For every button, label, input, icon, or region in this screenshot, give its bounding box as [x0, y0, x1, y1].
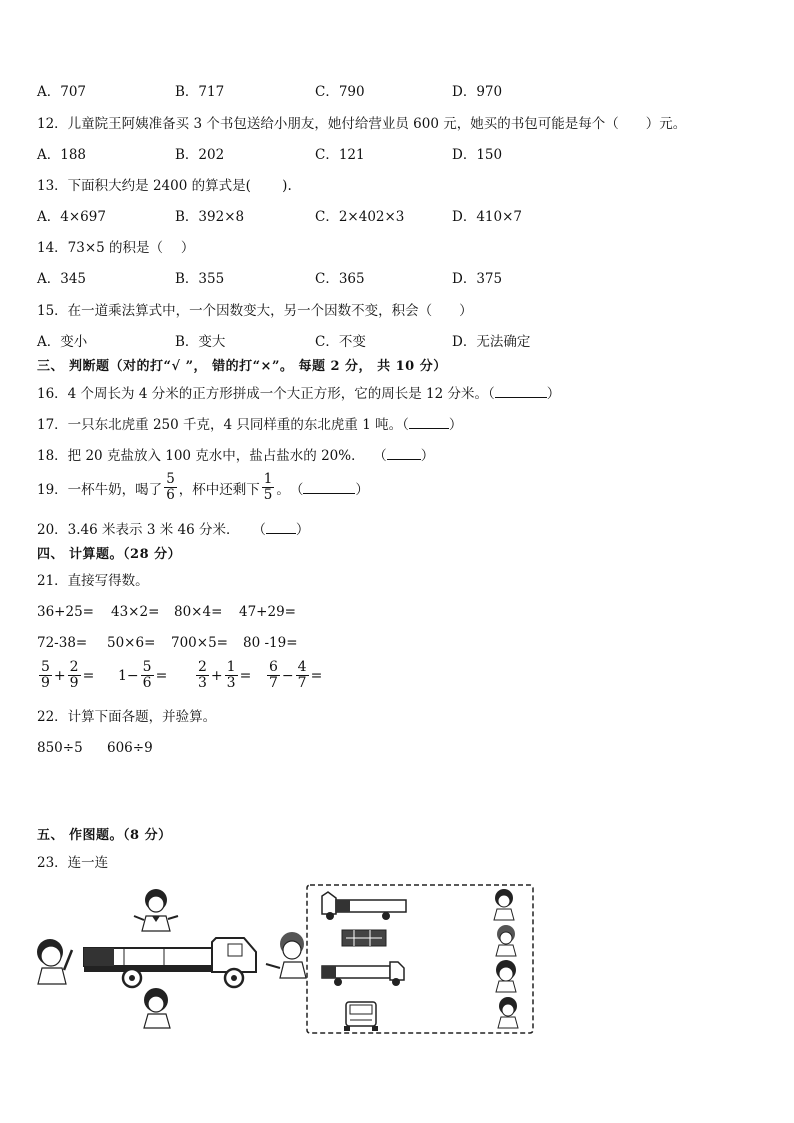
fraction: [225, 660, 238, 691]
question-13: 13．下面积大约是 2400 的算式是( ).: [37, 178, 292, 194]
equals: =: [310, 667, 323, 684]
numerator: 5: [166, 471, 175, 487]
q19-text-a: 19．一杯牛奶，喝了: [37, 481, 163, 498]
q14-option-a: A．345: [37, 271, 87, 287]
section-3-heading: 三、 判断题（对的打“√ ”， 错的打“×”。 每题 2 分， 共 10 分）: [37, 359, 447, 374]
paren: ）: [295, 522, 310, 538]
calc-item: 72-38=: [37, 635, 88, 651]
calc-item: 47+29=: [239, 604, 296, 620]
operator: +: [210, 667, 223, 684]
calc-item: 700×5=: [171, 635, 228, 651]
q14-option-c: C．365: [315, 271, 365, 287]
question-19: [37, 472, 369, 503]
fraction: [39, 660, 52, 691]
fraction: [196, 660, 209, 691]
denominator: 9: [41, 675, 50, 691]
question-16: [37, 385, 560, 403]
truck-view-front[interactable]: [344, 1002, 378, 1031]
paren: （: [488, 386, 495, 402]
numerator: 4: [297, 659, 307, 675]
truck-observation-illustration: [34, 886, 314, 1031]
answer-blank[interactable]: [495, 385, 547, 398]
calc-item: 36+25=: [37, 604, 94, 620]
answer-blank[interactable]: [303, 481, 355, 494]
q12-option-b: B．202: [175, 147, 225, 163]
question-20: [37, 521, 309, 539]
q15-option-b: B．变大: [175, 334, 226, 350]
q19-text-b: ，杯中还剩下: [178, 481, 260, 498]
paren: （: [289, 481, 304, 498]
answer-blank[interactable]: [409, 416, 449, 429]
denominator: 7: [297, 675, 307, 691]
q18-text: 18．把 20 克盐放入 100 克水中，盐占盐水的 20%．: [37, 448, 365, 464]
denominator: 9: [69, 675, 79, 691]
equals: =: [82, 667, 95, 684]
girl-top-figure: [134, 889, 178, 931]
q17-text: 17．一只东北虎重 250 千克，4 只同样重的东北虎重 1 吨。: [37, 417, 403, 433]
fraction: [68, 660, 81, 691]
denominator: 3: [198, 675, 207, 691]
fraction: [141, 660, 154, 691]
fraction: [267, 660, 280, 691]
q14-option-b: B．355: [175, 271, 225, 287]
q11-option-c: C．790: [315, 84, 365, 100]
q13-option-c: C．2×402×3: [315, 209, 405, 225]
q15-option-c: C．不变: [315, 334, 366, 350]
operator: +: [53, 667, 66, 684]
numerator: 6: [269, 659, 278, 675]
q15-option-d: D．无法确定: [452, 334, 531, 350]
matching-panel: [306, 884, 534, 1034]
numerator: 2: [69, 659, 79, 675]
question-17: [37, 416, 462, 434]
q13-option-a: A．4×697: [37, 209, 106, 225]
section-4-heading: 四、 计算题。（28 分）: [37, 547, 182, 562]
question-15: 15．在一道乘法算式中，一个因数变大，另一个因数不变，积会（ ）: [37, 303, 473, 319]
q12-option-d: D．150: [452, 147, 503, 163]
q13-option-d: D．410×7: [452, 209, 522, 225]
paren: （: [373, 448, 387, 464]
fraction: [262, 472, 275, 503]
calc-item: 850÷5: [37, 740, 83, 756]
question-14: 14．73×5 的积是（ ）: [37, 240, 195, 256]
numerator: 1: [226, 659, 236, 675]
paren: ）: [420, 448, 435, 464]
denominator: 7: [269, 675, 278, 691]
numerator: 5: [41, 659, 50, 675]
calc-item: 606÷9: [107, 740, 153, 756]
paren: ）: [546, 386, 561, 402]
fraction-expression: [37, 660, 94, 691]
question-18: [37, 447, 434, 465]
calc-item: 80 -19=: [243, 635, 298, 651]
equals: =: [239, 667, 252, 684]
fraction-expression: [265, 660, 322, 691]
q12-option-a: A．188: [37, 147, 87, 163]
calc-item: 43×2=: [111, 604, 160, 620]
truck-side-view: [84, 938, 256, 987]
q20-text: 20．3.46 米表示 3 米 46 分米．: [37, 522, 240, 538]
operator: −: [281, 667, 294, 684]
paren: ）: [355, 481, 369, 498]
q11-option-b: B．717: [175, 84, 225, 100]
denominator: 5: [263, 487, 273, 503]
paren: （: [402, 417, 409, 433]
q16-text: 16．4 个周长为 4 分米的正方形拼成一个大正方形，它的周长是 12 分米。: [37, 386, 488, 402]
question-22: 22．计算下面各题，并验算。: [37, 709, 217, 725]
q19-text-c: 。: [276, 481, 290, 498]
section-5-heading: 五、 作图题。（8 分）: [37, 828, 172, 843]
answer-blank[interactable]: [387, 447, 421, 460]
fraction: [296, 660, 309, 691]
girl-bottom-figure: [144, 988, 170, 1028]
denominator: 3: [226, 675, 236, 691]
numerator: 1: [263, 471, 273, 487]
question-23: 23．连一连: [37, 855, 109, 871]
child-boy-icon[interactable]: [496, 960, 516, 992]
fraction-expression: [194, 660, 251, 691]
equals: =: [155, 667, 168, 684]
paren: （: [252, 522, 266, 538]
q11-option-a: A．707: [37, 84, 87, 100]
question-12: 12．儿童院王阿姨准备买 3 个书包送给小朋友，她付给营业员 600 元，她买的书包可能是每个（ ）元。: [37, 116, 687, 132]
lead-term: 1−: [118, 667, 139, 684]
boy-right-figure: [266, 932, 306, 978]
truck-view-top[interactable]: [342, 930, 386, 946]
denominator: 6: [166, 487, 175, 503]
question-21: 21．直接写得数。: [37, 573, 149, 589]
denominator: 6: [142, 675, 152, 691]
q13-option-b: B．392×8: [175, 209, 245, 225]
q15-option-a: A．变小: [37, 334, 88, 350]
numerator: 5: [142, 659, 152, 675]
boy-left-figure: [37, 939, 72, 984]
fraction-expression: [118, 660, 167, 691]
numerator: 2: [198, 659, 207, 675]
fraction: [164, 472, 177, 503]
calc-item: 80×4=: [174, 604, 223, 620]
q14-option-d: D．375: [452, 271, 503, 287]
q12-option-c: C．121: [315, 147, 365, 163]
calc-item: 50×6=: [107, 635, 156, 651]
paren: ）: [448, 417, 463, 433]
q11-option-d: D．970: [452, 84, 503, 100]
answer-blank[interactable]: [266, 521, 296, 534]
